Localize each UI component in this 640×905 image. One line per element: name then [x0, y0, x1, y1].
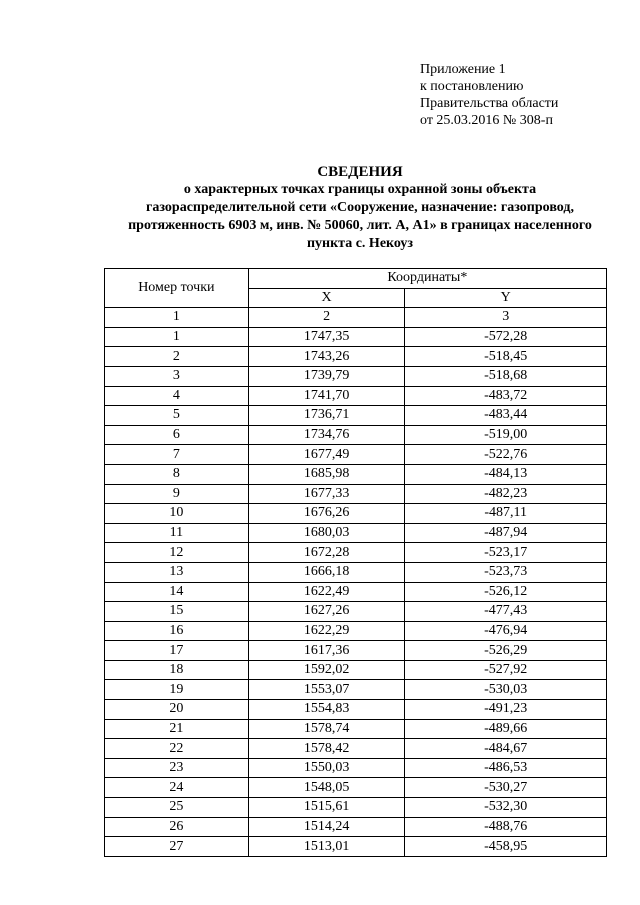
column-numbering-row: [105, 308, 607, 328]
table-row: [105, 484, 607, 504]
x-coordinate-cell: 1743,26: [248, 347, 405, 367]
y-coordinate-cell: -530,03: [405, 680, 607, 700]
column-number: 3: [405, 308, 607, 328]
table-row: [105, 386, 607, 406]
x-coordinate-cell: 1553,07: [248, 680, 405, 700]
heading-line: пункта с. Некоуз: [306, 236, 414, 251]
point-number-cell: 11: [105, 523, 249, 543]
point-number-cell: 4: [105, 386, 249, 406]
x-coordinate-cell: 1550,03: [248, 758, 405, 778]
table-row: [105, 582, 607, 602]
y-coordinate-cell: -482,23: [405, 484, 607, 504]
table-row: [105, 621, 607, 641]
x-coordinate-cell: 1677,33: [248, 484, 405, 504]
x-coordinate-cell: 1680,03: [248, 523, 405, 543]
point-number-cell: 2: [105, 347, 249, 367]
column-number: 2: [248, 308, 405, 328]
point-number-cell: 21: [105, 719, 249, 739]
y-coordinate-cell: -491,23: [405, 700, 607, 720]
header-coordinates: Координаты*: [248, 269, 606, 289]
point-number-cell: 17: [105, 641, 249, 661]
x-coordinate-cell: 1513,01: [248, 837, 405, 857]
point-number-cell: 1: [105, 327, 249, 347]
table-row: [105, 504, 607, 524]
table-row: [105, 464, 607, 484]
table-row: [105, 837, 607, 857]
table-row: [105, 445, 607, 465]
point-number-cell: 22: [105, 739, 249, 759]
x-coordinate-cell: 1627,26: [248, 602, 405, 622]
table-row: [105, 543, 607, 563]
x-coordinate-cell: 1685,98: [248, 464, 405, 484]
x-coordinate-cell: 1666,18: [248, 562, 405, 582]
table-row: [105, 347, 607, 367]
appendix-line: Приложение 1: [420, 62, 506, 77]
x-coordinate-cell: 1676,26: [248, 504, 405, 524]
table-row: [105, 327, 607, 347]
x-coordinate-cell: 1514,24: [248, 817, 405, 837]
x-coordinate-cell: 1515,61: [248, 798, 405, 818]
y-coordinate-cell: -483,44: [405, 406, 607, 426]
x-coordinate-cell: 1672,28: [248, 543, 405, 563]
table-row: [105, 798, 607, 818]
y-coordinate-cell: -488,76: [405, 817, 607, 837]
x-coordinate-cell: 1736,71: [248, 406, 405, 426]
point-number-cell: 14: [105, 582, 249, 602]
point-number-cell: 9: [105, 484, 249, 504]
table-row: [105, 641, 607, 661]
y-coordinate-cell: -572,28: [405, 327, 607, 347]
table-row: [105, 602, 607, 622]
table-row: [105, 660, 607, 680]
point-number-cell: 19: [105, 680, 249, 700]
point-number-cell: 26: [105, 817, 249, 837]
y-coordinate-cell: -484,67: [405, 739, 607, 759]
table-row: [105, 700, 607, 720]
column-number: 1: [105, 308, 249, 328]
header-point-number: Номер точки: [105, 269, 249, 308]
x-coordinate-cell: 1622,29: [248, 621, 405, 641]
heading-line: о характерных точках границы охранной зоны объекта: [183, 182, 537, 197]
table-row: [105, 425, 607, 445]
y-coordinate-cell: -532,30: [405, 798, 607, 818]
x-coordinate-cell: 1617,36: [248, 641, 405, 661]
y-coordinate-cell: -530,27: [405, 778, 607, 798]
x-coordinate-cell: 1677,49: [248, 445, 405, 465]
y-coordinate-cell: -527,92: [405, 660, 607, 680]
table-row: [105, 778, 607, 798]
table-body: [105, 327, 607, 856]
table-row: [105, 562, 607, 582]
y-coordinate-cell: -526,29: [405, 641, 607, 661]
x-coordinate-cell: 1578,42: [248, 739, 405, 759]
point-number-cell: 16: [105, 621, 249, 641]
y-coordinate-cell: -476,94: [405, 621, 607, 641]
y-coordinate-cell: -487,11: [405, 504, 607, 524]
point-number-cell: 12: [105, 543, 249, 563]
coordinates-table: [104, 268, 607, 857]
x-coordinate-cell: 1734,76: [248, 425, 405, 445]
y-coordinate-cell: -519,00: [405, 425, 607, 445]
table-row: [105, 739, 607, 759]
y-coordinate-cell: -518,68: [405, 366, 607, 386]
x-coordinate-cell: 1592,02: [248, 660, 405, 680]
point-number-cell: 15: [105, 602, 249, 622]
x-coordinate-cell: 1548,05: [248, 778, 405, 798]
y-coordinate-cell: -518,45: [405, 347, 607, 367]
table-row: [105, 758, 607, 778]
table-row: [105, 719, 607, 739]
y-coordinate-cell: -486,53: [405, 758, 607, 778]
table-row: [105, 817, 607, 837]
y-coordinate-cell: -522,76: [405, 445, 607, 465]
point-number-cell: 10: [105, 504, 249, 524]
y-coordinate-cell: -483,72: [405, 386, 607, 406]
appendix-line: Правительства области: [420, 96, 559, 111]
point-number-cell: 5: [105, 406, 249, 426]
document-heading: [100, 163, 620, 253]
point-number-cell: 24: [105, 778, 249, 798]
appendix-line: к постановлению: [420, 79, 524, 94]
y-coordinate-cell: -477,43: [405, 602, 607, 622]
point-number-cell: 23: [105, 758, 249, 778]
x-coordinate-cell: 1554,83: [248, 700, 405, 720]
point-number-cell: 27: [105, 837, 249, 857]
point-number-cell: 20: [105, 700, 249, 720]
x-coordinate-cell: 1578,74: [248, 719, 405, 739]
point-number-cell: 18: [105, 660, 249, 680]
point-number-cell: 13: [105, 562, 249, 582]
point-number-cell: 3: [105, 366, 249, 386]
x-coordinate-cell: 1622,49: [248, 582, 405, 602]
table-row: [105, 366, 607, 386]
heading-line: протяженность 6903 м, инв. № 50060, лит. А, А1» в границах населенного: [128, 218, 592, 233]
point-number-cell: 7: [105, 445, 249, 465]
table-row: [105, 680, 607, 700]
y-coordinate-cell: -458,95: [405, 837, 607, 857]
point-number-cell: 25: [105, 798, 249, 818]
table-header-row: [105, 269, 607, 289]
heading-line: газораспределительной сети «Сооружение, назначение: газопровод,: [146, 200, 574, 215]
x-coordinate-cell: 1739,79: [248, 366, 405, 386]
x-coordinate-cell: 1741,70: [248, 386, 405, 406]
header-y: Y: [405, 288, 607, 308]
header-x: X: [248, 288, 405, 308]
y-coordinate-cell: -526,12: [405, 582, 607, 602]
x-coordinate-cell: 1747,35: [248, 327, 405, 347]
appendix-line: от 25.03.2016 № 308-п: [420, 113, 553, 128]
point-number-cell: 6: [105, 425, 249, 445]
table-row: [105, 523, 607, 543]
y-coordinate-cell: -523,17: [405, 543, 607, 563]
y-coordinate-cell: -487,94: [405, 523, 607, 543]
document-title: СВЕДЕНИЯ: [317, 164, 403, 180]
y-coordinate-cell: -484,13: [405, 464, 607, 484]
y-coordinate-cell: -523,73: [405, 562, 607, 582]
point-number-cell: 8: [105, 464, 249, 484]
appendix-block: [420, 61, 558, 129]
y-coordinate-cell: -489,66: [405, 719, 607, 739]
table-row: [105, 406, 607, 426]
